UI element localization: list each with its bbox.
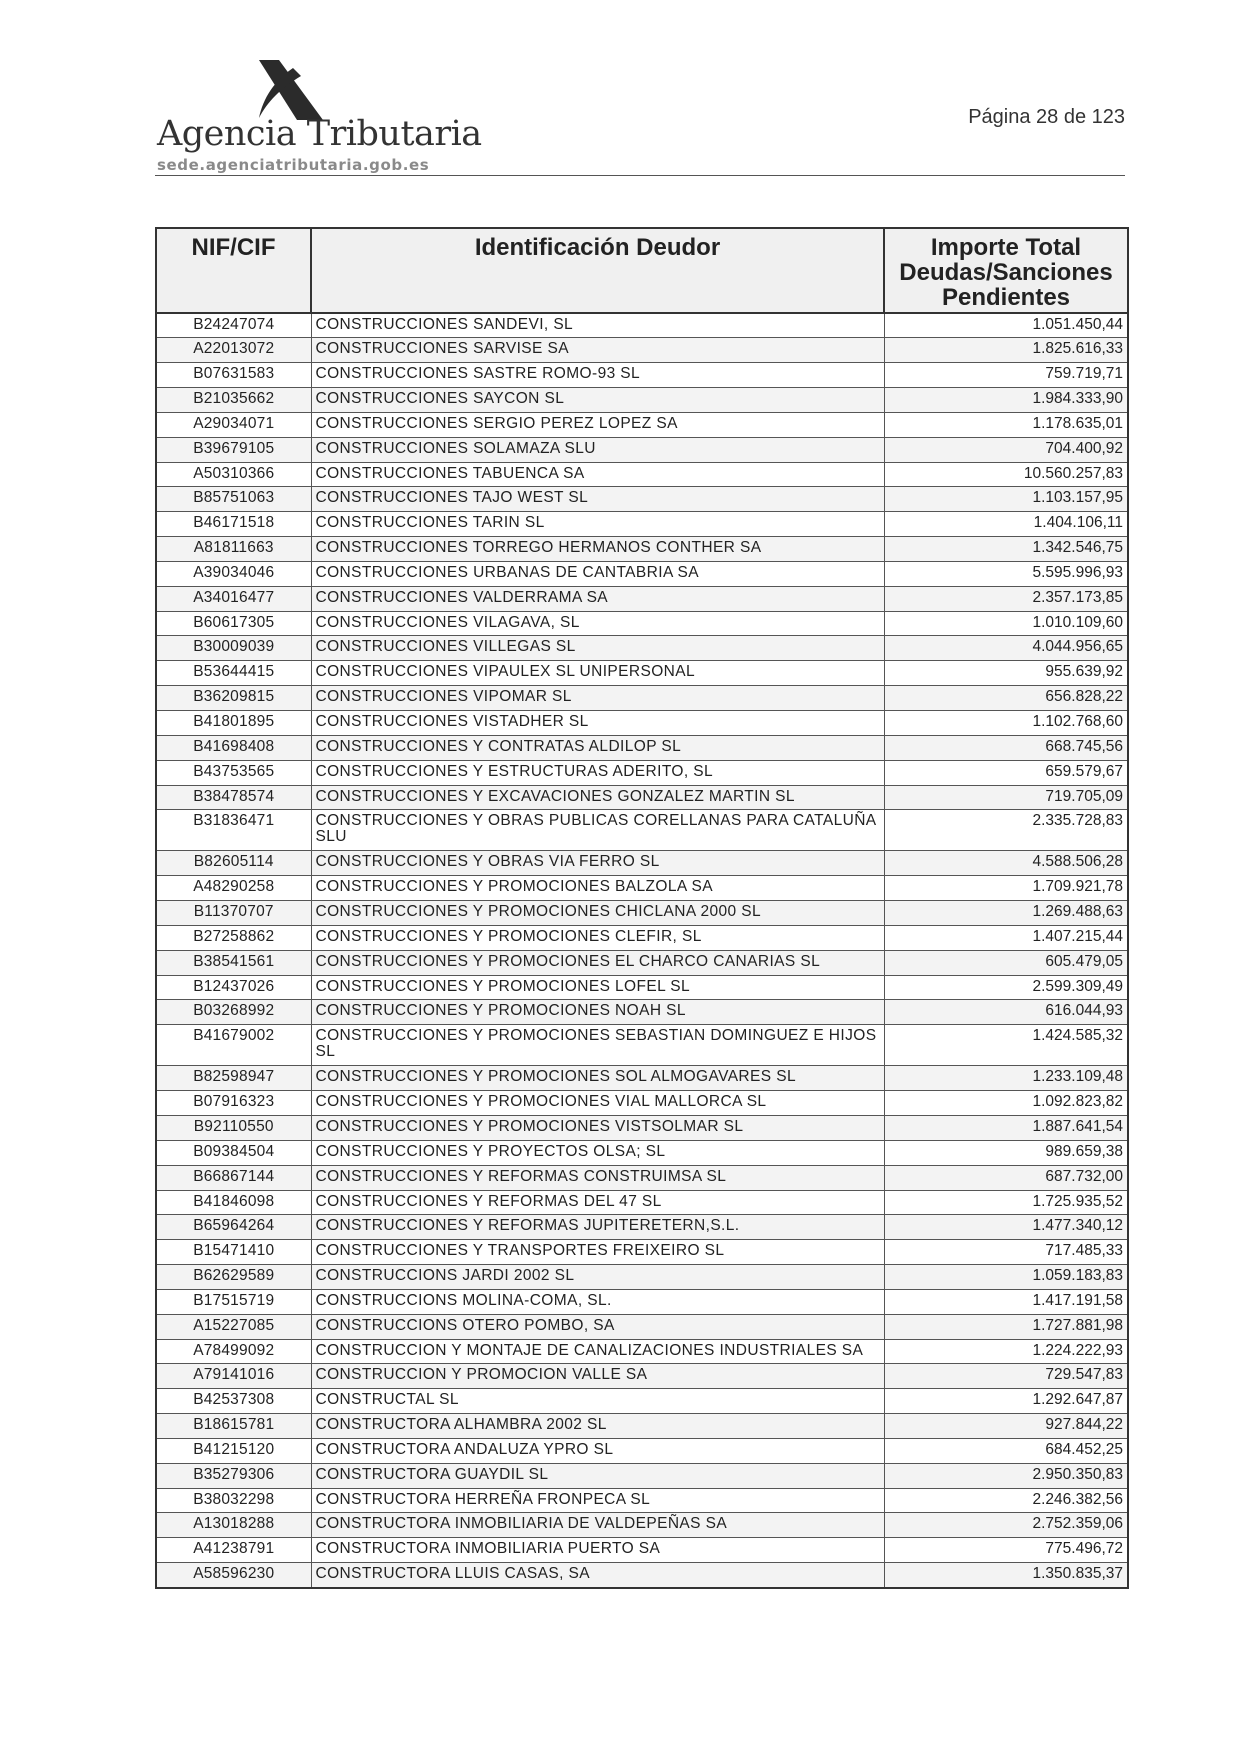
nif-cell: A48290258 bbox=[156, 876, 311, 901]
amount-cell: 1.233.109,48 bbox=[884, 1066, 1128, 1091]
debtor-name-cell: CONSTRUCTORA ANDALUZA YPRO SL bbox=[311, 1438, 884, 1463]
table-row bbox=[156, 760, 1128, 785]
amount-cell: 1.092.823,82 bbox=[884, 1091, 1128, 1116]
table-row bbox=[156, 810, 1128, 851]
nif-cell: B82598947 bbox=[156, 1066, 311, 1091]
table-row bbox=[156, 462, 1128, 487]
table-row bbox=[156, 437, 1128, 462]
amount-cell: 1.725.935,52 bbox=[884, 1190, 1128, 1215]
debtor-name-cell: CONSTRUCCIONES Y TRANSPORTES FREIXEIRO SL bbox=[311, 1240, 884, 1265]
table-row bbox=[156, 412, 1128, 437]
nif-cell: A22013072 bbox=[156, 338, 311, 363]
nif-cell: B41846098 bbox=[156, 1190, 311, 1215]
debtor-name-cell: CONSTRUCTORA INMOBILIARIA DE VALDEPEÑAS SA bbox=[311, 1513, 884, 1538]
amount-cell: 989.659,38 bbox=[884, 1140, 1128, 1165]
table-row bbox=[156, 338, 1128, 363]
nif-cell: A81811663 bbox=[156, 537, 311, 562]
amount-cell: 927.844,22 bbox=[884, 1414, 1128, 1439]
amount-cell: 717.485,33 bbox=[884, 1240, 1128, 1265]
table-row bbox=[156, 1314, 1128, 1339]
nif-cell: B39679105 bbox=[156, 437, 311, 462]
debtor-name-cell: CONSTRUCCIONES VIPOMAR SL bbox=[311, 686, 884, 711]
amount-cell: 668.745,56 bbox=[884, 735, 1128, 760]
table-row bbox=[156, 1066, 1128, 1091]
amount-cell: 1.051.450,44 bbox=[884, 313, 1128, 338]
nif-cell: B09384504 bbox=[156, 1140, 311, 1165]
table-row bbox=[156, 1240, 1128, 1265]
debtor-name-cell: CONSTRUCCIONES SERGIO PEREZ LOPEZ SA bbox=[311, 412, 884, 437]
nif-cell: B15471410 bbox=[156, 1240, 311, 1265]
amount-cell: 656.828,22 bbox=[884, 686, 1128, 711]
amount-cell: 616.044,93 bbox=[884, 1000, 1128, 1025]
amount-cell: 704.400,92 bbox=[884, 437, 1128, 462]
debtor-name-cell: CONSTRUCCION Y MONTAJE DE CANALIZACIONES INDUSTRIALES SA bbox=[311, 1339, 884, 1364]
amount-cell: 1.825.616,33 bbox=[884, 338, 1128, 363]
nif-cell: A78499092 bbox=[156, 1339, 311, 1364]
amount-cell: 4.588.506,28 bbox=[884, 851, 1128, 876]
table-row bbox=[156, 487, 1128, 512]
nif-cell: B30009039 bbox=[156, 636, 311, 661]
amount-cell: 2.335.728,83 bbox=[884, 810, 1128, 851]
nif-cell: B92110550 bbox=[156, 1115, 311, 1140]
table-row bbox=[156, 313, 1128, 338]
debtor-name-cell: CONSTRUCCIONES Y REFORMAS CONSTRUIMSA SL bbox=[311, 1165, 884, 1190]
amount-cell: 1.059.183,83 bbox=[884, 1265, 1128, 1290]
page-number: Página 28 de 123 bbox=[968, 106, 1125, 128]
table-row bbox=[156, 1000, 1128, 1025]
nif-cell: B42537308 bbox=[156, 1389, 311, 1414]
debtor-name-cell: CONSTRUCCIONES Y PROMOCIONES SOL ALMOGAVARES SL bbox=[311, 1066, 884, 1091]
amount-cell: 1.404.106,11 bbox=[884, 512, 1128, 537]
debtor-name-cell: CONSTRUCCIONES URBANAS DE CANTABRIA SA bbox=[311, 561, 884, 586]
nif-cell: B03268992 bbox=[156, 1000, 311, 1025]
amount-cell: 605.479,05 bbox=[884, 950, 1128, 975]
table-row bbox=[156, 1190, 1128, 1215]
nif-cell: B38032298 bbox=[156, 1488, 311, 1513]
debtor-name-cell: CONSTRUCTORA ALHAMBRA 2002 SL bbox=[311, 1414, 884, 1439]
nif-cell: B21035662 bbox=[156, 388, 311, 413]
debtor-name-cell: CONSTRUCCIONES Y PROMOCIONES LOFEL SL bbox=[311, 975, 884, 1000]
debtor-name-cell: CONSTRUCTORA HERREÑA FRONPECA SL bbox=[311, 1488, 884, 1513]
debtor-name-cell: CONSTRUCCIONES Y PROMOCIONES CLEFIR, SL bbox=[311, 925, 884, 950]
table-row bbox=[156, 1215, 1128, 1240]
nif-cell: B60617305 bbox=[156, 611, 311, 636]
debtor-name-cell: CONSTRUCTAL SL bbox=[311, 1389, 884, 1414]
nif-cell: B27258862 bbox=[156, 925, 311, 950]
debtor-name-cell: CONSTRUCCIONES Y REFORMAS DEL 47 SL bbox=[311, 1190, 884, 1215]
table-row bbox=[156, 876, 1128, 901]
amount-cell: 1.727.881,98 bbox=[884, 1314, 1128, 1339]
debtor-name-cell: CONSTRUCCIONES VALDERRAMA SA bbox=[311, 586, 884, 611]
table-row bbox=[156, 636, 1128, 661]
nif-cell: A79141016 bbox=[156, 1364, 311, 1389]
nif-column-header: NIF/CIF bbox=[156, 228, 311, 313]
debtor-name-cell: CONSTRUCCIONES Y PROMOCIONES VIAL MALLORCA SL bbox=[311, 1091, 884, 1116]
debtor-name-cell: CONSTRUCCIONES Y PROMOCIONES VISTSOLMAR SL bbox=[311, 1115, 884, 1140]
nif-cell: B41215120 bbox=[156, 1438, 311, 1463]
debtor-column-header: Identificación Deudor bbox=[311, 228, 884, 313]
debtor-name-cell: CONSTRUCCIONES Y PROMOCIONES EL CHARCO CANARIAS SL bbox=[311, 950, 884, 975]
nif-cell: A29034071 bbox=[156, 412, 311, 437]
amount-cell: 1.350.835,37 bbox=[884, 1563, 1128, 1588]
debtor-name-cell: CONSTRUCCIONES VISTADHER SL bbox=[311, 711, 884, 736]
amount-column-header: Importe Total Deudas/Sanciones Pendientes bbox=[884, 228, 1128, 313]
amount-cell: 5.595.996,93 bbox=[884, 561, 1128, 586]
nif-cell: B62629589 bbox=[156, 1265, 311, 1290]
amount-cell: 1.224.222,93 bbox=[884, 1339, 1128, 1364]
debtor-name-cell: CONSTRUCCIONES SARVISE SA bbox=[311, 338, 884, 363]
table-row bbox=[156, 1091, 1128, 1116]
amount-cell: 4.044.956,65 bbox=[884, 636, 1128, 661]
amount-cell: 955.639,92 bbox=[884, 661, 1128, 686]
table-row bbox=[156, 586, 1128, 611]
table-row bbox=[156, 711, 1128, 736]
nif-cell: B82605114 bbox=[156, 851, 311, 876]
nif-cell: B85751063 bbox=[156, 487, 311, 512]
table-row bbox=[156, 1289, 1128, 1314]
amount-cell: 759.719,71 bbox=[884, 363, 1128, 388]
table-row bbox=[156, 611, 1128, 636]
table-row bbox=[156, 1463, 1128, 1488]
nif-cell: B07631583 bbox=[156, 363, 311, 388]
debtor-name-cell: CONSTRUCCIONES VILAGAVA, SL bbox=[311, 611, 884, 636]
debtor-name-cell: CONSTRUCCIONES SASTRE ROMO-93 SL bbox=[311, 363, 884, 388]
table-row bbox=[156, 950, 1128, 975]
amount-cell: 2.950.350,83 bbox=[884, 1463, 1128, 1488]
nif-cell: B07916323 bbox=[156, 1091, 311, 1116]
amount-cell: 2.752.359,06 bbox=[884, 1513, 1128, 1538]
table-row bbox=[156, 661, 1128, 686]
amount-cell: 719.705,09 bbox=[884, 785, 1128, 810]
amount-cell: 1.424.585,32 bbox=[884, 1025, 1128, 1066]
debtor-name-cell: CONSTRUCCIONES SAYCON SL bbox=[311, 388, 884, 413]
table-row bbox=[156, 1538, 1128, 1563]
table-row bbox=[156, 901, 1128, 926]
nif-cell: B41679002 bbox=[156, 1025, 311, 1066]
nif-cell: B66867144 bbox=[156, 1165, 311, 1190]
nif-cell: B38478574 bbox=[156, 785, 311, 810]
debtor-name-cell: CONSTRUCCIONES Y PROMOCIONES SEBASTIAN DOMINGUEZ E HIJOS SL bbox=[311, 1025, 884, 1066]
logo-url: sede.agenciatributaria.gob.es bbox=[157, 156, 430, 174]
debtor-name-cell: CONSTRUCTORA INMOBILIARIA PUERTO SA bbox=[311, 1538, 884, 1563]
debtor-name-cell: CONSTRUCCIONES Y EXCAVACIONES GONZALEZ MARTIN SL bbox=[311, 785, 884, 810]
nif-cell: B31836471 bbox=[156, 810, 311, 851]
nif-cell: B46171518 bbox=[156, 512, 311, 537]
debtor-name-cell: CONSTRUCCIONS MOLINA-COMA, SL. bbox=[311, 1289, 884, 1314]
debtor-name-cell: CONSTRUCCIONES SANDEVI, SL bbox=[311, 313, 884, 338]
table-row bbox=[156, 561, 1128, 586]
debtor-name-cell: CONSTRUCCIONES Y PROYECTOS OLSA; SL bbox=[311, 1140, 884, 1165]
table-row bbox=[156, 1513, 1128, 1538]
debtor-name-cell: CONSTRUCCIONES SOLAMAZA SLU bbox=[311, 437, 884, 462]
table-row bbox=[156, 975, 1128, 1000]
table-row bbox=[156, 785, 1128, 810]
amount-cell: 775.496,72 bbox=[884, 1538, 1128, 1563]
amount-cell: 1.477.340,12 bbox=[884, 1215, 1128, 1240]
debtor-name-cell: CONSTRUCCION Y PROMOCION VALLE SA bbox=[311, 1364, 884, 1389]
nif-cell: B65964264 bbox=[156, 1215, 311, 1240]
nif-cell: A13018288 bbox=[156, 1513, 311, 1538]
amount-cell: 10.560.257,83 bbox=[884, 462, 1128, 487]
nif-cell: B18615781 bbox=[156, 1414, 311, 1439]
debtor-name-cell: CONSTRUCCIONES Y OBRAS VIA FERRO SL bbox=[311, 851, 884, 876]
debtor-name-cell: CONSTRUCCIONES TABUENCA SA bbox=[311, 462, 884, 487]
nif-cell: B41698408 bbox=[156, 735, 311, 760]
nif-cell: B12437026 bbox=[156, 975, 311, 1000]
amount-cell: 1.417.191,58 bbox=[884, 1289, 1128, 1314]
debtor-name-cell: CONSTRUCCIONES VIPAULEX SL UNIPERSONAL bbox=[311, 661, 884, 686]
amount-cell: 1.984.333,90 bbox=[884, 388, 1128, 413]
table-row bbox=[156, 1389, 1128, 1414]
header-divider bbox=[155, 175, 1125, 176]
table-header-row bbox=[156, 228, 1128, 313]
amount-cell: 1.010.109,60 bbox=[884, 611, 1128, 636]
debtor-name-cell: CONSTRUCCIONES Y CONTRATAS ALDILOP SL bbox=[311, 735, 884, 760]
amount-cell: 1.342.546,75 bbox=[884, 537, 1128, 562]
amount-cell: 659.579,67 bbox=[884, 760, 1128, 785]
table-row bbox=[156, 851, 1128, 876]
nif-cell: A58596230 bbox=[156, 1563, 311, 1588]
debtor-name-cell: CONSTRUCCIONES TORREGO HERMANOS CONTHER SA bbox=[311, 537, 884, 562]
nif-cell: B24247074 bbox=[156, 313, 311, 338]
amount-cell: 687.732,00 bbox=[884, 1165, 1128, 1190]
amount-cell: 1.102.768,60 bbox=[884, 711, 1128, 736]
amount-cell: 1.269.488,63 bbox=[884, 901, 1128, 926]
amount-cell: 1.292.647,87 bbox=[884, 1389, 1128, 1414]
debtor-name-cell: CONSTRUCCIONES TAJO WEST SL bbox=[311, 487, 884, 512]
logo-title: Agencia Tributaria bbox=[157, 114, 482, 154]
amount-cell: 1.887.641,54 bbox=[884, 1115, 1128, 1140]
table-row bbox=[156, 925, 1128, 950]
amount-cell: 1.407.215,44 bbox=[884, 925, 1128, 950]
table-row bbox=[156, 1364, 1128, 1389]
debtor-name-cell: CONSTRUCTORA LLUIS CASAS, SA bbox=[311, 1563, 884, 1588]
nif-cell: B11370707 bbox=[156, 901, 311, 926]
nif-cell: B17515719 bbox=[156, 1289, 311, 1314]
amount-cell: 1.103.157,95 bbox=[884, 487, 1128, 512]
nif-cell: B43753565 bbox=[156, 760, 311, 785]
table-row bbox=[156, 537, 1128, 562]
debtor-name-cell: CONSTRUCTORA GUAYDIL SL bbox=[311, 1463, 884, 1488]
debtor-name-cell: CONSTRUCCIONES Y OBRAS PUBLICAS CORELLANAS PARA CATALUÑA SLU bbox=[311, 810, 884, 851]
debtor-name-cell: CONSTRUCCIONES TARIN SL bbox=[311, 512, 884, 537]
table-row bbox=[156, 512, 1128, 537]
table-row bbox=[156, 1339, 1128, 1364]
amount-cell: 1.178.635,01 bbox=[884, 412, 1128, 437]
debtors-table bbox=[155, 227, 1129, 1589]
table-body bbox=[156, 313, 1128, 1588]
amount-cell: 684.452,25 bbox=[884, 1438, 1128, 1463]
table-row bbox=[156, 1414, 1128, 1439]
table-row bbox=[156, 363, 1128, 388]
nif-cell: A39034046 bbox=[156, 561, 311, 586]
debtor-name-cell: CONSTRUCCIONES Y PROMOCIONES CHICLANA 2000 SL bbox=[311, 901, 884, 926]
debtor-name-cell: CONSTRUCCIONS OTERO POMBO, SA bbox=[311, 1314, 884, 1339]
nif-cell: B35279306 bbox=[156, 1463, 311, 1488]
amount-cell: 2.357.173,85 bbox=[884, 586, 1128, 611]
table-row bbox=[156, 1140, 1128, 1165]
amount-cell: 1.709.921,78 bbox=[884, 876, 1128, 901]
nif-cell: B38541561 bbox=[156, 950, 311, 975]
table-row bbox=[156, 1115, 1128, 1140]
table-row bbox=[156, 1438, 1128, 1463]
debtor-name-cell: CONSTRUCCIONES Y REFORMAS JUPITERETERN,S.L. bbox=[311, 1215, 884, 1240]
table-row bbox=[156, 1488, 1128, 1513]
debtor-name-cell: CONSTRUCCIONES Y PROMOCIONES NOAH SL bbox=[311, 1000, 884, 1025]
nif-cell: B53644415 bbox=[156, 661, 311, 686]
debtor-name-cell: CONSTRUCCIONES Y PROMOCIONES BALZOLA SA bbox=[311, 876, 884, 901]
table-row bbox=[156, 1165, 1128, 1190]
table-row bbox=[156, 686, 1128, 711]
amount-cell: 729.547,83 bbox=[884, 1364, 1128, 1389]
debtor-name-cell: CONSTRUCCIONES Y ESTRUCTURAS ADERITO, SL bbox=[311, 760, 884, 785]
nif-cell: A41238791 bbox=[156, 1538, 311, 1563]
debtor-name-cell: CONSTRUCCIONS JARDI 2002 SL bbox=[311, 1265, 884, 1290]
table-row bbox=[156, 388, 1128, 413]
nif-cell: A50310366 bbox=[156, 462, 311, 487]
nif-cell: A15227085 bbox=[156, 1314, 311, 1339]
amount-cell: 2.599.309,49 bbox=[884, 975, 1128, 1000]
nif-cell: A34016477 bbox=[156, 586, 311, 611]
nif-cell: B41801895 bbox=[156, 711, 311, 736]
debtor-name-cell: CONSTRUCCIONES VILLEGAS SL bbox=[311, 636, 884, 661]
table-row bbox=[156, 1563, 1128, 1588]
table-row bbox=[156, 1025, 1128, 1066]
table-row bbox=[156, 735, 1128, 760]
table-row bbox=[156, 1265, 1128, 1290]
page-header bbox=[155, 58, 1125, 176]
nif-cell: B36209815 bbox=[156, 686, 311, 711]
amount-cell: 2.246.382,56 bbox=[884, 1488, 1128, 1513]
